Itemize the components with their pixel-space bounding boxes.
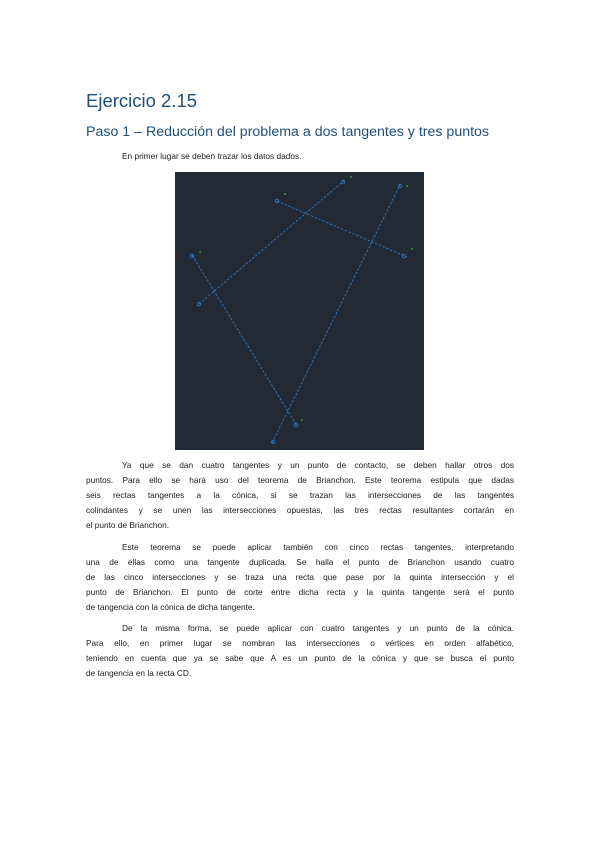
tangent-line-1: [199, 180, 345, 304]
point-marker: [199, 251, 201, 253]
paragraph-line: de tangencia en la recta CD.: [86, 668, 192, 678]
tangent-line-3: [192, 255, 297, 426]
point-marker: [350, 176, 352, 178]
figure-drawing: [175, 172, 424, 450]
paragraph-line: Este teorema se puede aplicar también con cinco rectas tangentes, interpretando: [122, 542, 514, 552]
paragraph-1: [86, 458, 514, 533]
paragraph-line: seis rectas tangentes a la cónica, si se trazan las intersecciones de las tangentes: [86, 490, 514, 500]
endpoint-marker: [190, 254, 194, 258]
paragraph-line: de las cinco intersecciones y se traza una recta que pase por la quinta intersección y el: [86, 572, 514, 582]
paragraph-line: una de ellas como una tangente duplicada. Se halla el punto de Brianchon usando cuatro: [86, 557, 514, 567]
paragraph-line: Ya que se dan cuatro tangentes y un punto de contacto, se deben hallar otros dos: [122, 460, 514, 470]
point-marker: [406, 185, 408, 187]
paragraph-line: colindantes y se unen las intersecciones opuestas, las tres rectas resultantes cortarán en: [86, 505, 514, 515]
paragraph-line: de tangencia con la cónica de dicha tangente.: [86, 602, 255, 612]
point-marker: [284, 193, 286, 195]
intro-text: En primer lugar se deben trazar los datos dados.: [122, 151, 302, 161]
point-marker: [411, 248, 413, 250]
paragraph-line: puntos. Para ello se hará uso del teorema de Brianchon. Este teorema estipula que dadas: [86, 475, 514, 485]
paragraph-line: De la misma forma, se puede aplicar con cuatro tangentes y un punto de la cónica.: [122, 623, 514, 633]
point-marker: [301, 419, 303, 421]
paragraph-line: Para ello, en primer lugar se nombran las intersecciones o vértices en orden alfabético,: [86, 638, 514, 648]
paragraph-line: punto de Brianchon. El punto de corte entre dicha recta y la quinta tangente será el punto: [86, 587, 514, 597]
paragraph-line: el punto de Brianchon.: [86, 520, 170, 530]
section-heading: Paso 1 – Reducción del problema a dos tangentes y tres puntos: [86, 124, 490, 140]
paragraph-line: teniendo en cuenta que ya se sabe que A es un punto de la cónica y que se busca el punto: [86, 653, 514, 663]
geometry-canvas: [175, 172, 424, 450]
tangent-line-4: [272, 183, 401, 443]
page-title: Ejercicio 2.15: [86, 90, 198, 111]
paragraph-2: [86, 540, 514, 615]
paragraph-3: [86, 621, 514, 681]
